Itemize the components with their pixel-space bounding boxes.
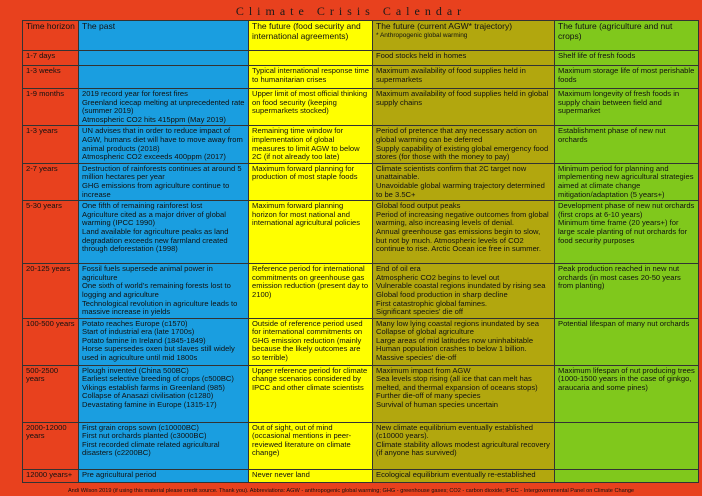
cell-crops: Maximum lifespan of nut producing trees (1000-1500 years in the case of ginkgo, araucaria and some pines) bbox=[555, 365, 699, 422]
cell-crops: Establishment phase of new nut orchards bbox=[555, 126, 699, 163]
header-crops: The future (agriculture and nut crops) bbox=[555, 21, 699, 51]
header-security: The future (food security and international agreements) bbox=[249, 21, 373, 51]
table-row bbox=[23, 163, 699, 200]
cell-security bbox=[249, 51, 373, 66]
cell-agw: Many low lying coastal regions inundated by sea Collapse of global agriculture Large areas of mid latitudes now uninhabitable Human population crashes to below 1 billion. Massive species’ die-off bbox=[373, 318, 555, 365]
cell-security: Never never land bbox=[249, 469, 373, 482]
cell-crops bbox=[555, 469, 699, 482]
table-row bbox=[23, 422, 699, 469]
table-row bbox=[23, 66, 699, 89]
cell-crops bbox=[555, 422, 699, 469]
cell-agw: New climate equilibrium eventually established (c10000 years). Climate stability allows modest agricultural recovery (if anyone has survived) bbox=[373, 422, 555, 469]
header-horizon: Time horizon bbox=[23, 21, 79, 51]
table-row bbox=[23, 51, 699, 66]
table-row bbox=[23, 365, 699, 422]
cell-past: One fifth of remaining rainforest lost Agriculture cited as a major driver of global warming (IPCC 1990) Land available for agriculture peaks as land degradation exceeds new farmland created through deforestation (1998) bbox=[79, 201, 249, 264]
cell-horizon: 2-7 years bbox=[23, 163, 79, 200]
cell-security: Typical international response time to humanitarian crises bbox=[249, 66, 373, 89]
cell-horizon: 1-7 days bbox=[23, 51, 79, 66]
cell-agw: Maximum availability of food supplies held in global supply chains bbox=[373, 89, 555, 126]
cell-horizon: 500-2500 years bbox=[23, 365, 79, 422]
cell-past: Potato reaches Europe (c1570) Start of industrial era (late 1700s) Potato famine in Ireland (1845-1849) Horse supersedes oxen but slaves still widely used in agriculture until mid 1800s bbox=[79, 318, 249, 365]
cell-security: Upper reference period for climate change scenarios considered by IPCC and other climate scientists bbox=[249, 365, 373, 422]
cell-crops: Peak production reached in new nut orchards (in most cases 20-50 years from planting) bbox=[555, 264, 699, 319]
table-row bbox=[23, 264, 699, 319]
cell-crops: Minimum period for planning and implementing new agricultural strategies aimed at climate change mitigation/adaptation (5 years+) bbox=[555, 163, 699, 200]
cell-security: Out of sight, out of mind (occasional mentions in peer-reviewed literature on climate change) bbox=[249, 422, 373, 469]
table-row bbox=[23, 318, 699, 365]
cell-past: First grain crops sown (c10000BC) First nut orchards planted (c3000BC) First recorded climate related agricultural disasters (c2200BC) bbox=[79, 422, 249, 469]
cell-security: Reference period for international commitments on greenhouse gas emission reduction (present day to 2100) bbox=[249, 264, 373, 319]
cell-security: Maximum forward planning horizon for most national and international agricultural policies bbox=[249, 201, 373, 264]
cell-crops: Potential lifespan of many nut orchards bbox=[555, 318, 699, 365]
header-row bbox=[23, 21, 699, 51]
cell-horizon: 5-30 years bbox=[23, 201, 79, 264]
cell-crops: Development phase of new nut orchards (first crops at 6-10 years) Minimum time frame (20 years+) for large scale planting of nut orchards for food security purposes bbox=[555, 201, 699, 264]
cell-past: Destruction of rainforests continues at around 5 million hectares per year GHG emissions from agriculture continue to increase bbox=[79, 163, 249, 200]
header-agw-label: The future (current AGW* trajectory) bbox=[376, 21, 513, 31]
cell-crops: Maximum longevity of fresh foods in supply chain between field and supermarket bbox=[555, 89, 699, 126]
cell-agw: Food stocks held in homes bbox=[373, 51, 555, 66]
cell-past: Plough invented (China 500BC) Earliest selective breeding of crops (c500BC) Vikings establish farms in Greenland (985) Collapse of Anasazi civilisation (c1280) Devastating famine in Europe (1315-17) bbox=[79, 365, 249, 422]
cell-security: Outside of reference period used for international commitments on GHG emission reduction (mainly because the likely outcomes are so terrible) bbox=[249, 318, 373, 365]
header-agw bbox=[373, 21, 555, 51]
cell-horizon: 1-3 years bbox=[23, 126, 79, 163]
cell-security: Remaining time window for implementation of global measures to limit AGW to below 2C (if not already too late) bbox=[249, 126, 373, 163]
table-row bbox=[23, 469, 699, 482]
cell-crops: Shelf life of fresh foods bbox=[555, 51, 699, 66]
cell-horizon: 100-500 years bbox=[23, 318, 79, 365]
cell-agw: End of oil era Atmospheric CO2 begins to level out Vulnerable coastal regions inundated by rising sea Global food production in sharp decline First catastrophic global famines. Significant species’ die off bbox=[373, 264, 555, 319]
page-title: Climate Crisis Calendar bbox=[235, 4, 467, 18]
footer-credit: Andi Wilson 2019 (if using this material please credit source. Thank you). Abbreviations: AGW - anthropogenic global warming; GHG - greenhouse gases; CO2 - carbon dioxide; IPCC - Intergovernmental Panel on Climate Change bbox=[67, 488, 635, 494]
cell-agw: Period of pretence that any necessary action on global warming can be deferred Supply capability of existing global emergency food stores (for those with the money to pay) bbox=[373, 126, 555, 163]
cell-horizon: 2000-12000 years bbox=[23, 422, 79, 469]
cell-agw: Global food output peaks Period of increasing negative outcomes from global warming, also increasing levels of denial. Annual greenhouse gas emissions begin to slow, but not by much. Atmospheric levels of CO2 continue to rise. Arctic Ocean ice free in summer. bbox=[373, 201, 555, 264]
table-row bbox=[23, 126, 699, 163]
header-agw-note: * Anthropogenic global warming bbox=[376, 31, 468, 39]
cell-horizon: 20-125 years bbox=[23, 264, 79, 319]
cell-past: UN advises that in order to reduce impact of AGW, humans diet will have to move away from animal products (2018) Atmospheric CO2 exceeds 400ppm (2017) bbox=[79, 126, 249, 163]
cell-agw: Climate scientists confirm that 2C target now unattainable. Unavoidable global warming trajectory determined to be 3.5C+ bbox=[373, 163, 555, 200]
cell-horizon: 1-3 weeks bbox=[23, 66, 79, 89]
calendar-table bbox=[22, 20, 699, 483]
table-row bbox=[23, 201, 699, 264]
cell-crops: Maximum storage life of most perishable foods bbox=[555, 66, 699, 89]
cell-agw: Maximum impact from AGW Sea levels stop rising (all ice that can melt has melted, and thermal expansion of oceans stops) Further die-off of many species Survival of human species uncertain bbox=[373, 365, 555, 422]
cell-agw: Ecological equilibrium eventually re-established bbox=[373, 469, 555, 482]
cell-past: 2019 record year for forest fires Greenland icecap melting at unprecedented rate (summer 2019) Atmospheric CO2 hits 415ppm (May 2019) bbox=[79, 89, 249, 126]
cell-past: Pre agricultural period bbox=[79, 469, 249, 482]
header-past: The past bbox=[79, 21, 249, 51]
cell-security: Maximum forward planning for production of most staple foods bbox=[249, 163, 373, 200]
cell-security: Upper limit of most official thinking on food security (keeping supermarkets stocked) bbox=[249, 89, 373, 126]
table-row bbox=[23, 89, 699, 126]
cell-past bbox=[79, 66, 249, 89]
cell-horizon: 1-9 months bbox=[23, 89, 79, 126]
cell-agw: Maximum availability of food supplies held in supermarkets bbox=[373, 66, 555, 89]
cell-past bbox=[79, 51, 249, 66]
cell-past: Fossil fuels supersede animal power in agriculture One sixth of world’s remaining forests lost to logging and agriculture Technological revolution in agriculture leads to massive increase in yields bbox=[79, 264, 249, 319]
cell-horizon: 12000 years+ bbox=[23, 469, 79, 482]
